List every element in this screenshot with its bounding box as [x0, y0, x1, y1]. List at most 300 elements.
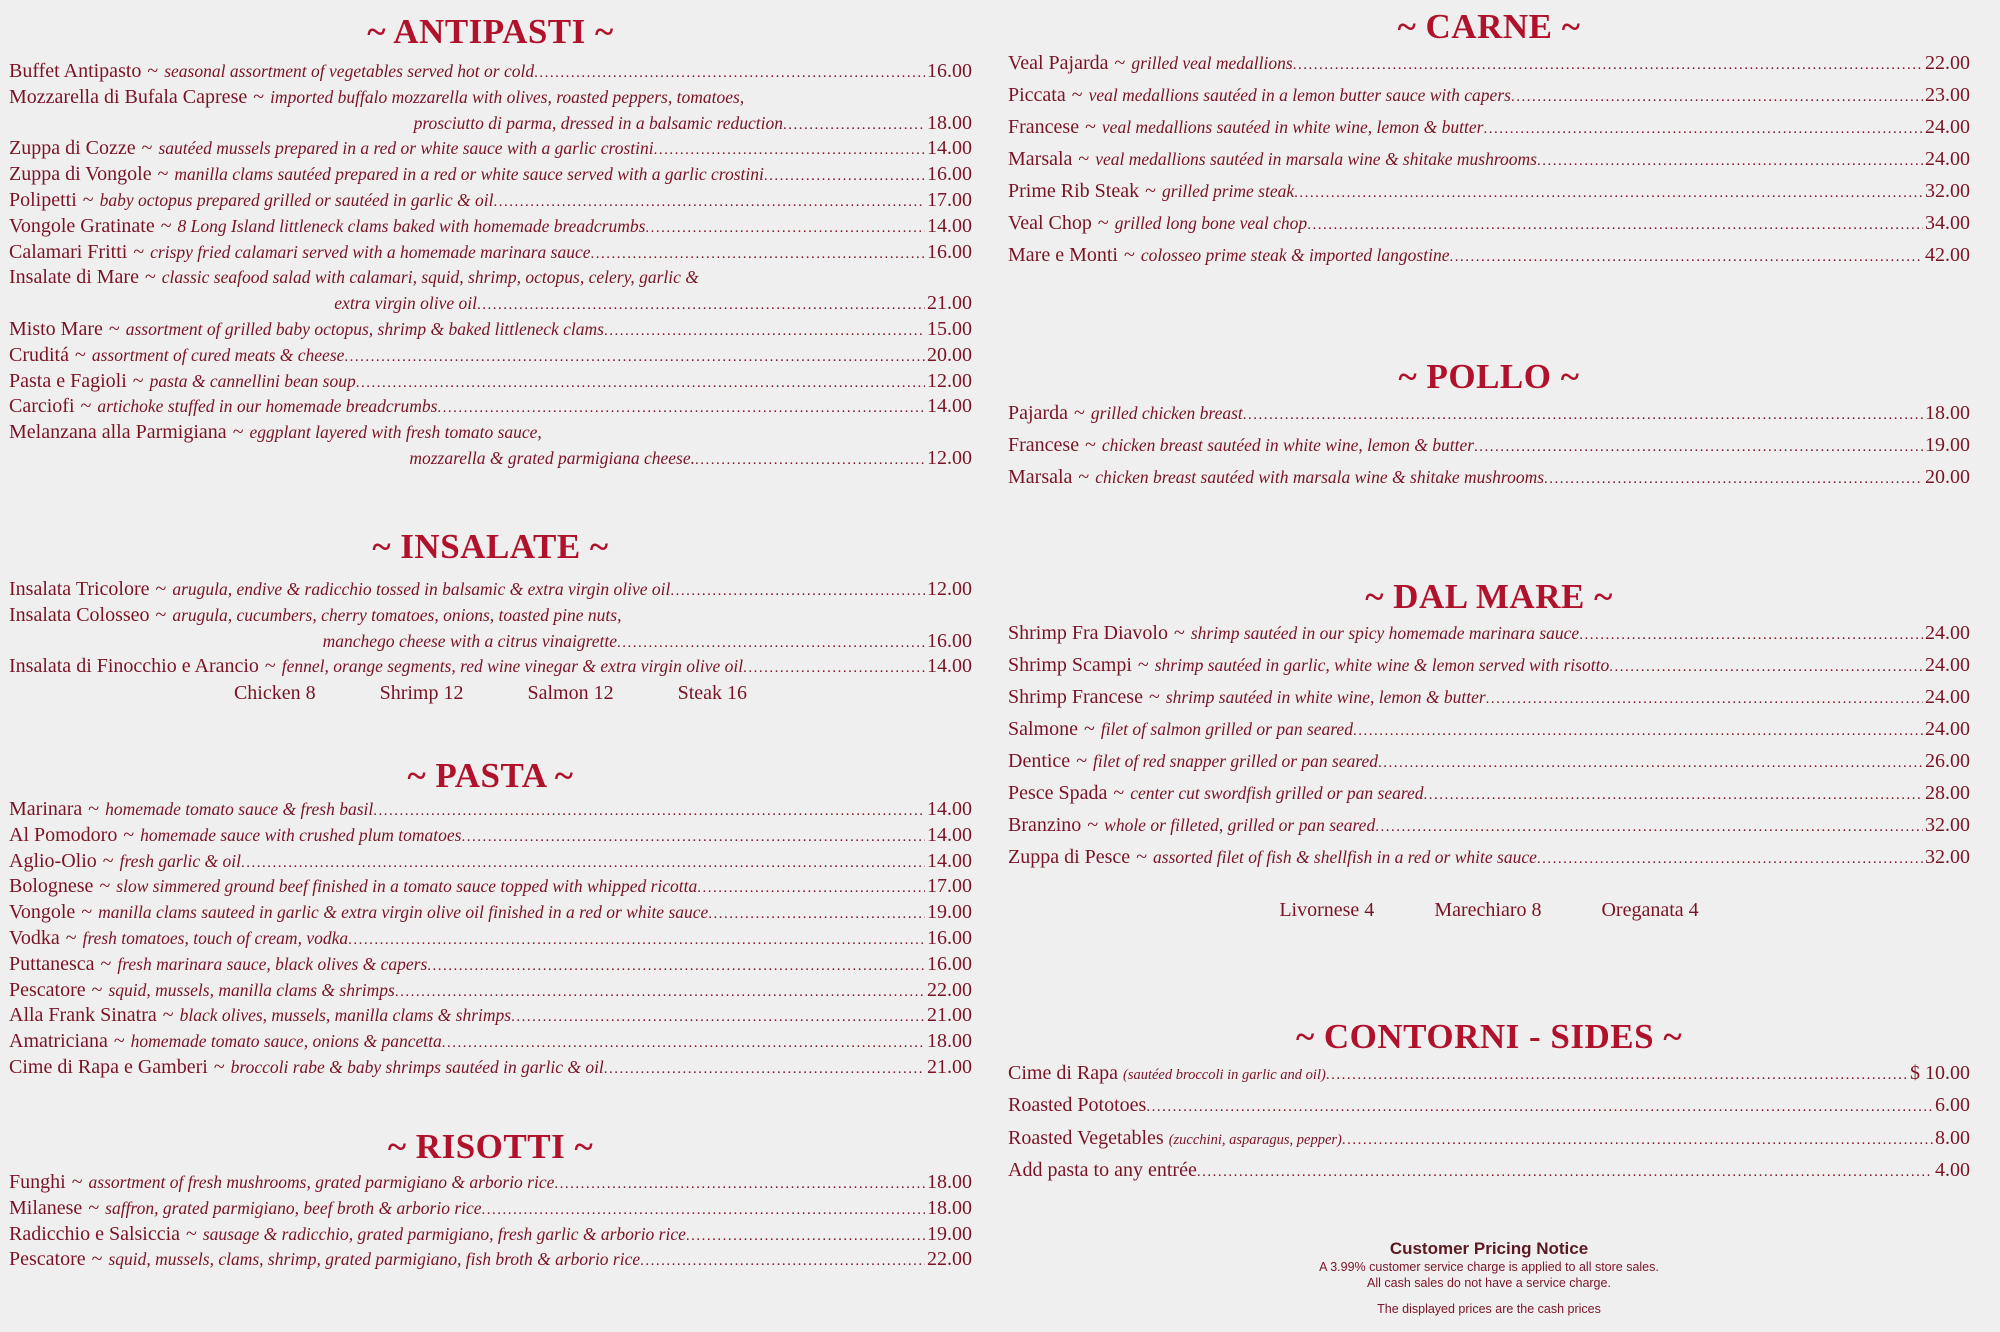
carne-heading: ~ CARNE ~	[1397, 7, 1581, 46]
item-price: 22.00	[927, 1248, 972, 1271]
item-description: assortment of grilled baby octopus, shrimp & baked littleneck clams	[125, 318, 604, 339]
dot-leader	[1293, 49, 1923, 81]
item-description: assortment of cured meats & cheese	[91, 344, 345, 365]
item-name: Insalata Colosseo	[9, 603, 150, 626]
menu-item	[1008, 713, 1970, 745]
tilde-separator: ~	[1145, 180, 1156, 202]
item-name: Cime di Rapa e Gamberi	[9, 1055, 208, 1078]
item-description: homemade tomato sauce, onions & pancetta	[130, 1031, 442, 1052]
pollo-section	[1008, 357, 1970, 493]
side-price: 4.00	[1935, 1158, 1970, 1181]
item-price: 14.00	[927, 395, 972, 418]
dot-leader	[697, 876, 925, 902]
item-description: 8 Long Island littleneck clams baked with homemade breadcrumbs	[177, 215, 646, 236]
item-description: grilled long bone veal chop	[1114, 213, 1308, 233]
antipasti-heading: ~ ANTIPASTI ~	[367, 12, 614, 51]
dot-leader	[348, 928, 925, 954]
contorni-list	[1008, 1057, 1970, 1186]
menu-item-continued	[9, 629, 972, 655]
dot-leader	[686, 1224, 925, 1250]
dot-leader	[1609, 651, 1923, 683]
item-description: shrimp sautéed in white wine, lemon & butter	[1165, 687, 1486, 707]
item-description: assorted filet of fish & shellfish in a red or white sauce	[1153, 847, 1537, 867]
item-description: filet of salmon grilled or pan seared	[1100, 719, 1353, 739]
item-name: Calamari Fritti	[9, 240, 128, 263]
item-description: fennel, orange segments, red wine vinegar & extra virgin olive oil	[281, 656, 744, 677]
menu-item	[9, 1029, 972, 1055]
dot-leader	[645, 216, 925, 242]
item-price: 21.00	[927, 1004, 972, 1027]
dot-leader	[356, 371, 925, 397]
item-name: Carciofi	[9, 395, 75, 418]
tilde-separator: ~	[1097, 212, 1109, 234]
item-name: Bolognese	[9, 875, 94, 898]
risotti-heading: ~ RISOTTI ~	[387, 1127, 594, 1166]
tilde-separator: ~	[264, 655, 276, 678]
item-price: 16.00	[927, 952, 972, 975]
tilde-separator: ~	[132, 369, 144, 392]
tilde-separator: ~	[232, 421, 244, 444]
tilde-separator: ~	[144, 266, 156, 289]
tilde-separator: ~	[99, 875, 111, 898]
item-description: grilled veal medallions	[1131, 53, 1293, 73]
dal-mare-section	[1008, 577, 1970, 923]
item-name: Pescatore	[9, 1248, 86, 1271]
dot-leader	[743, 656, 925, 682]
item-price: 28.00	[1925, 782, 1970, 804]
side-name: Add pasta to any entrée	[1008, 1158, 1197, 1181]
item-price: 32.00	[1925, 814, 1970, 836]
item-description: baby octopus prepared grilled or sautéed in garlic & oil	[99, 189, 494, 210]
item-name: Funghi	[9, 1171, 66, 1193]
side-name: Cime di Rapa	[1008, 1062, 1118, 1084]
menu-item	[9, 900, 972, 926]
item-name: Marinara	[9, 798, 83, 820]
tilde-separator: ~	[1136, 846, 1148, 868]
item-price: 22.00	[927, 978, 972, 1001]
tilde-separator: ~	[1076, 750, 1088, 772]
add-on-option: Shrimp 12	[379, 682, 464, 705]
item-price: 18.00	[1925, 402, 1970, 424]
item-price: 22.00	[1925, 52, 1970, 74]
dot-leader	[1537, 145, 1923, 177]
item-price: 18.00	[927, 111, 972, 134]
item-name: Milanese	[9, 1196, 83, 1219]
item-description: fresh marinara sauce, black olives & capers	[117, 953, 428, 974]
antipasti-section	[9, 12, 972, 472]
antipasti-list	[9, 59, 972, 472]
tilde-separator: ~	[1123, 244, 1135, 266]
dal-mare-addons	[1008, 897, 1970, 923]
menu-item	[1008, 47, 1970, 79]
tilde-separator: ~	[141, 137, 153, 160]
menu-item	[1008, 175, 1970, 207]
dot-leader	[654, 138, 925, 164]
menu-item	[9, 343, 972, 369]
notice-line-3: The displayed prices are the cash prices	[1377, 1302, 1601, 1316]
item-price: 14.00	[927, 137, 972, 160]
item-description: chicken breast sautéed in white wine, lemon & butter	[1101, 435, 1475, 455]
item-description: sausage & radicchio, grated parmigiano, fresh garlic & arborio rice	[202, 1223, 686, 1244]
menu-item	[9, 823, 972, 849]
menu-item	[1008, 649, 1970, 681]
menu-item	[9, 952, 972, 978]
item-description: assortment of fresh mushrooms, grated parmigiano & arborio rice	[88, 1172, 555, 1192]
dot-leader	[604, 319, 925, 345]
tilde-separator: ~	[1137, 654, 1149, 676]
dot-leader	[1511, 81, 1923, 113]
item-name: Zuppa di Vongole	[9, 163, 152, 186]
menu-item	[1008, 841, 1970, 873]
insalate-section	[9, 527, 972, 706]
dot-leader	[442, 1031, 925, 1057]
item-name: Puttanesca	[9, 952, 95, 975]
tilde-separator: ~	[91, 978, 103, 1001]
dot-leader	[1342, 1124, 1933, 1156]
item-price: 21.00	[927, 292, 972, 315]
item-price: 19.00	[927, 901, 972, 924]
item-name: Francese	[1008, 434, 1080, 456]
risotti-list	[9, 1170, 972, 1273]
dot-leader	[395, 980, 925, 1006]
item-name: Veal Chop	[1008, 212, 1092, 234]
item-name: Radicchio e Salsiccia	[9, 1222, 181, 1245]
item-price: 32.00	[1925, 180, 1970, 202]
item-description: grilled chicken breast	[1090, 403, 1243, 423]
menu-item	[1008, 745, 1970, 777]
tilde-separator: ~	[71, 1171, 83, 1193]
item-name: Amatriciana	[9, 1030, 108, 1053]
contorni-heading: ~ CONTORNI - SIDES ~	[1295, 1017, 1683, 1056]
dot-leader	[1146, 1091, 1933, 1123]
side-name: Roasted Vegetables	[1008, 1126, 1164, 1149]
tilde-separator: ~	[1174, 622, 1185, 644]
item-name: Marsala	[1008, 148, 1073, 170]
item-price: 15.00	[927, 317, 972, 340]
menu-item	[9, 317, 972, 343]
tilde-separator: ~	[123, 823, 135, 846]
menu-item	[1008, 239, 1970, 271]
item-price: 16.00	[927, 926, 972, 949]
contorni-section	[1008, 1017, 1970, 1186]
item-name: Melanzana alla Parmigiana	[9, 421, 227, 444]
menu-item	[9, 369, 972, 395]
item-price: 19.00	[1925, 434, 1970, 456]
tilde-separator: ~	[113, 1030, 125, 1053]
tilde-separator: ~	[155, 603, 167, 626]
item-name: Pescatore	[9, 978, 86, 1001]
tilde-separator: ~	[81, 901, 93, 924]
tilde-separator: ~	[157, 163, 169, 186]
menu-item-continued	[9, 111, 972, 137]
menu-item-continued	[9, 446, 972, 472]
add-on-option: Chicken 8	[233, 682, 316, 705]
dot-leader	[534, 61, 925, 87]
item-description: veal medallions sautéed in a lemon butter sauce with capers	[1088, 85, 1511, 105]
item-name: Francese	[1008, 116, 1080, 138]
item-description: shrimp sautéed in garlic, white wine & lemon served with risotto	[1154, 655, 1610, 675]
menu-item	[1008, 429, 1970, 461]
dot-leader	[373, 799, 925, 825]
item-price: 12.00	[927, 446, 972, 469]
item-description: colosseo prime steak & imported langostine	[1140, 245, 1450, 265]
tilde-separator: ~	[88, 1196, 100, 1219]
item-description: imported buffalo mozzarella with olives, roasted peppers, tomatoes,	[270, 86, 745, 107]
item-price: 24.00	[1925, 654, 1970, 676]
item-description: grilled prime steak	[1161, 181, 1295, 201]
dot-leader	[1375, 811, 1923, 843]
item-description: crispy fried calamari served with a homemade marinara sauce	[150, 241, 591, 262]
item-price: 14.00	[927, 214, 972, 237]
dot-leader	[494, 190, 926, 216]
pollo-list	[1008, 397, 1970, 493]
menu-item	[9, 978, 972, 1004]
risotti-section	[9, 1127, 972, 1273]
dot-leader	[1424, 779, 1923, 811]
item-description: homemade sauce with crushed plum tomatoes	[140, 824, 462, 845]
item-name: Shrimp Scampi	[1008, 654, 1132, 676]
item-price: 42.00	[1925, 244, 1970, 266]
insalate-addons	[9, 680, 972, 706]
item-name: Buffet Antipasto	[9, 60, 142, 82]
tilde-separator: ~	[91, 1248, 103, 1271]
dot-leader	[1474, 431, 1923, 463]
menu-item	[1008, 617, 1970, 649]
item-description: saffron, grated parmigiano, beef broth & arborio rice	[105, 1197, 482, 1218]
item-name: Polipetti	[9, 188, 77, 211]
tilde-separator: ~	[1085, 434, 1096, 456]
menu-item	[9, 654, 972, 680]
item-price: 18.00	[927, 1030, 972, 1053]
item-description-continued: extra virgin olive oil	[334, 293, 477, 314]
menu-item	[9, 1170, 972, 1196]
side-item	[1008, 1057, 1970, 1089]
item-name: Pesce Spada	[1008, 782, 1108, 804]
menu-item	[9, 214, 972, 240]
item-price: 14.00	[927, 849, 972, 872]
item-description-continued: manchego cheese with a citrus vinaigrette	[322, 630, 617, 651]
menu-item	[9, 1055, 972, 1081]
item-price: 12.00	[927, 369, 972, 392]
item-name: Aglio-Olio	[9, 849, 97, 872]
item-name: Insalate di Mare	[9, 266, 139, 289]
side-item	[1008, 1154, 1970, 1186]
item-description: black olives, mussels, manilla clams & shrimps	[179, 1005, 512, 1026]
tilde-separator: ~	[88, 798, 100, 820]
dot-leader	[1294, 177, 1923, 209]
insalate-heading: ~ INSALATE ~	[372, 527, 609, 566]
tilde-separator: ~	[1078, 466, 1090, 488]
menu-item	[9, 874, 972, 900]
dot-leader	[554, 1172, 925, 1198]
tilde-separator: ~	[82, 188, 94, 211]
carne-list	[1008, 47, 1970, 271]
dal-mare-list	[1008, 617, 1970, 873]
item-description: fresh tomatoes, touch of cream, vodka	[82, 927, 349, 948]
dot-leader	[1579, 619, 1923, 651]
add-on-option: Salmon 12	[527, 682, 614, 705]
item-price: 20.00	[1925, 466, 1970, 488]
tilde-separator: ~	[100, 952, 112, 975]
menu-item	[9, 85, 972, 111]
item-price: 14.00	[927, 655, 972, 678]
tilde-separator: ~	[1087, 814, 1099, 836]
dot-leader	[241, 851, 925, 877]
menu-item	[1008, 111, 1970, 143]
item-name: Shrimp Fra Diavolo	[1008, 622, 1168, 644]
item-description-continued: prosciutto di parma, dressed in a balsamic reduction	[413, 112, 783, 133]
dot-leader	[427, 954, 925, 980]
item-description: fresh garlic & oil	[119, 850, 241, 871]
item-name: Veal Pajarda	[1008, 52, 1109, 74]
insalate-list	[9, 577, 972, 680]
menu-item	[9, 265, 972, 291]
dot-leader	[1307, 209, 1923, 241]
pollo-heading: ~ POLLO ~	[1398, 357, 1580, 396]
item-name: Cruditá	[9, 343, 69, 366]
menu-item	[9, 577, 972, 603]
menu-item	[9, 1222, 972, 1248]
dot-leader	[482, 1198, 925, 1224]
menu-item	[9, 420, 972, 446]
tilde-separator: ~	[1071, 84, 1083, 106]
item-description: classic seafood salad with calamari, squid, shrimp, octopus, celery, garlic &	[161, 267, 699, 288]
menu-item	[9, 394, 972, 420]
side-name: Roasted Pototoes	[1008, 1094, 1147, 1117]
menu-item	[9, 603, 972, 629]
item-price: 17.00	[927, 188, 972, 211]
dot-leader	[1378, 747, 1923, 779]
item-description: whole or filleted, grilled or pan seared	[1104, 815, 1376, 835]
pasta-heading: ~ PASTA ~	[407, 756, 574, 795]
tilde-separator: ~	[155, 578, 167, 600]
item-name: Marsala	[1008, 466, 1073, 488]
item-name: Piccata	[1008, 84, 1066, 106]
tilde-separator: ~	[147, 60, 159, 82]
item-description: manilla clams sautéed prepared in a red or white sauce served with a garlic crostini	[174, 164, 764, 185]
notice-title: Customer Pricing Notice	[1389, 1239, 1589, 1258]
item-name: Misto Mare	[9, 317, 103, 340]
tilde-separator: ~	[80, 395, 92, 418]
item-price: 23.00	[1925, 84, 1970, 106]
item-price: 12.00	[927, 578, 972, 600]
add-on-option: Oreganata 4	[1601, 899, 1699, 921]
item-name: Pasta e Fagioli	[9, 369, 127, 392]
item-name: Shrimp Francese	[1008, 686, 1143, 708]
item-price: 16.00	[927, 629, 972, 652]
item-description: arugula, endive & radicchio tossed in balsamic & extra virgin olive oil	[172, 579, 671, 599]
item-description: veal medallions sautéed in white wine, lemon & butter	[1101, 117, 1484, 137]
tilde-separator: ~	[213, 1055, 225, 1078]
item-price: 18.00	[927, 1196, 972, 1219]
dot-leader	[1537, 843, 1923, 875]
item-price: 26.00	[1925, 750, 1970, 772]
item-description: veal medallions sautéed in marsala wine & shitake mushrooms	[1095, 149, 1537, 169]
item-price: 20.00	[927, 343, 972, 366]
dot-leader	[695, 448, 925, 474]
menu-item	[1008, 397, 1970, 429]
tilde-separator: ~	[1073, 402, 1085, 424]
item-description: arugula, cucumbers, cherry tomatoes, onions, toasted pine nuts,	[172, 604, 622, 625]
tilde-separator: ~	[102, 849, 114, 872]
item-price: 16.00	[927, 60, 972, 82]
menu-item	[9, 1003, 972, 1029]
side-item	[1008, 1089, 1970, 1121]
item-price: 17.00	[927, 875, 972, 898]
item-description: center cut swordfish grilled or pan seared	[1130, 783, 1424, 803]
item-name: Vongole	[9, 901, 76, 924]
side-price: $ 10.00	[1910, 1062, 1970, 1084]
item-name: Dentice	[1008, 750, 1071, 772]
item-price: 24.00	[1925, 622, 1970, 644]
tilde-separator: ~	[253, 85, 265, 108]
tilde-separator: ~	[1085, 116, 1096, 138]
item-name: Mozzarella di Bufala Caprese	[9, 85, 248, 108]
tilde-separator: ~	[1113, 782, 1125, 804]
item-price: 19.00	[927, 1222, 972, 1245]
dot-leader	[708, 902, 925, 928]
menu-item	[9, 188, 972, 214]
menu-item	[9, 240, 972, 266]
dot-leader	[640, 1249, 925, 1275]
dot-leader	[461, 825, 925, 851]
item-description: homemade tomato sauce & fresh basil	[105, 799, 374, 819]
tilde-separator: ~	[133, 240, 145, 263]
item-description: chicken breast sautéed with marsala wine & shitake mushrooms	[1095, 467, 1545, 487]
item-name: Alla Frank Sinatra	[9, 1004, 157, 1027]
item-name: Vongole Gratinate	[9, 214, 155, 237]
side-note: (zucchini, asparagus, pepper)	[1168, 1131, 1342, 1148]
tilde-separator: ~	[162, 1004, 174, 1027]
side-note: (sautéed broccoli in garlic and oil)	[1122, 1067, 1326, 1083]
item-price: 21.00	[927, 1055, 972, 1078]
item-description: filet of red snapper grilled or pan seared	[1093, 751, 1379, 771]
item-description: slow simmered ground beef finished in a tomato sauce topped with whipped ricotta	[116, 876, 698, 897]
menu-item	[9, 849, 972, 875]
item-description: squid, mussels, clams, shrimp, grated parmigiano, fish broth & arborio rice	[108, 1249, 641, 1270]
tilde-separator: ~	[75, 343, 86, 366]
item-price: 34.00	[1925, 212, 1970, 234]
item-description: artichoke stuffed in our homemade breadcrumbs	[97, 396, 438, 417]
carne-section	[1008, 7, 1970, 271]
item-description: manilla clams sauteed in garlic & extra virgin olive oil finished in a red or white sauce	[98, 902, 709, 923]
menu-item	[9, 59, 972, 85]
item-description: shrimp sautéed in our spicy homemade marinara sauce	[1190, 623, 1580, 643]
tilde-separator: ~	[1148, 686, 1160, 708]
menu-item	[1008, 777, 1970, 809]
item-name: Vodka	[9, 926, 60, 949]
dot-leader	[511, 1005, 925, 1031]
item-description: squid, mussels, manilla clams & shrimps	[108, 979, 395, 1000]
dot-leader	[1326, 1059, 1908, 1091]
item-description-continued: mozzarella & grated parmigiana cheese.	[409, 447, 695, 468]
notice-line-1: A 3.99% customer service charge is applied to all store sales.	[1319, 1260, 1659, 1274]
add-on-option: Livornese 4	[1279, 899, 1375, 921]
item-name: Branzino	[1008, 814, 1082, 836]
dot-leader	[1197, 1156, 1933, 1188]
dot-leader	[670, 579, 925, 605]
dot-leader	[1353, 715, 1923, 747]
item-price: 18.00	[927, 1171, 972, 1193]
side-price: 8.00	[1935, 1126, 1970, 1149]
item-price: 24.00	[1925, 148, 1970, 170]
dot-leader	[783, 113, 925, 139]
item-price: 14.00	[927, 823, 972, 846]
pricing-notice	[1008, 1239, 1970, 1317]
menu-item	[9, 926, 972, 952]
item-price: 32.00	[1925, 846, 1970, 868]
tilde-separator: ~	[160, 214, 172, 237]
